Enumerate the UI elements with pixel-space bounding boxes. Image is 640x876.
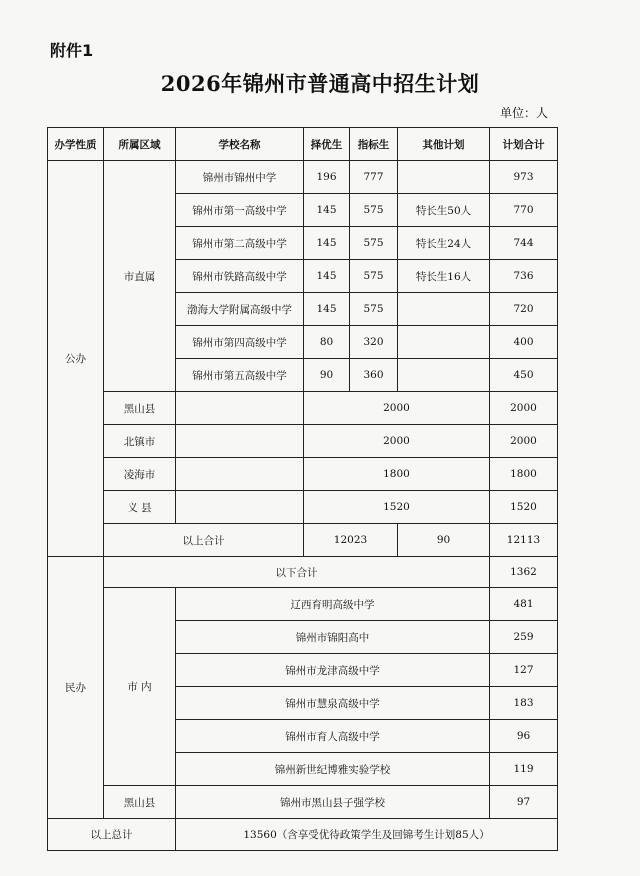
grand-total-value: 13560（含享受优待政策学生及回锦考生计划85人） [176,819,558,851]
combined-plan-cell: 2000 [304,425,490,458]
table-row [48,161,558,194]
zhibiao-cell: 575 [350,293,398,326]
region-cell: 黑山县 [104,786,176,819]
other-plan-cell [398,161,490,194]
school-name: 锦州市锦阳高中 [176,621,490,654]
table-row [48,786,558,819]
zeyou-cell: 196 [304,161,350,194]
zhibiao-cell: 320 [350,326,398,359]
zhibiao-cell: 360 [350,359,398,392]
table-row [48,491,558,524]
grand-total-row [48,819,558,851]
total-cell: 127 [490,654,558,687]
nature-cell: 公办 [48,161,104,557]
attachment-label: 附件1 [50,41,94,60]
total-cell: 259 [490,621,558,654]
school-name: 锦州市龙津高级中学 [176,654,490,687]
combined-plan-cell: 2000 [304,392,490,425]
zeyou-cell: 145 [304,194,350,227]
blank-cell [176,425,304,458]
page-title: 2026年锦州市普通高中招生计划 [160,71,480,96]
school-name: 锦州市第二高级中学 [176,227,304,260]
total-cell: 770 [490,194,558,227]
subtotal-row [48,557,558,588]
column-header: 指标生 [350,128,398,161]
column-header: 择优生 [304,128,350,161]
school-name: 锦州市第四高级中学 [176,326,304,359]
zhibiao-cell: 575 [350,194,398,227]
subtotal-other: 90 [398,524,490,557]
column-header: 计划合计 [490,128,558,161]
header-row [48,128,558,161]
total-cell: 183 [490,687,558,720]
grand-total-label: 以上总计 [48,819,176,851]
blank-cell [176,458,304,491]
total-cell: 96 [490,720,558,753]
region-cell: 市 内 [104,588,176,786]
region-cell: 黑山县 [104,392,176,425]
combined-plan-cell: 1520 [304,491,490,524]
unit-label: 单位：人 [500,106,549,120]
total-cell: 481 [490,588,558,621]
school-name: 锦州市第五高级中学 [176,359,304,392]
total-cell: 2000 [490,425,558,458]
total-cell: 119 [490,753,558,786]
total-cell: 1520 [490,491,558,524]
column-header: 办学性质 [48,128,104,161]
school-name: 锦州市锦州中学 [176,161,304,194]
other-plan-cell: 特长生24人 [398,227,490,260]
subtotal-total: 1362 [490,557,558,588]
school-name: 辽西育明高级中学 [176,588,490,621]
column-header: 其他计划 [398,128,490,161]
total-cell: 2000 [490,392,558,425]
region-cell: 市直属 [104,161,176,392]
total-cell: 450 [490,359,558,392]
zhibiao-cell: 777 [350,161,398,194]
zeyou-cell: 90 [304,359,350,392]
zhibiao-cell: 575 [350,227,398,260]
blank-cell [176,491,304,524]
school-name: 锦州市第一高级中学 [176,194,304,227]
subtotal-total: 12113 [490,524,558,557]
blank-cell [176,392,304,425]
table-row [48,588,558,621]
subtotal-label: 以下合计 [104,557,490,588]
school-name: 锦州市黑山县子强学校 [176,786,490,819]
table-row [48,425,558,458]
region-cell: 北镇市 [104,425,176,458]
nature-cell: 民办 [48,557,104,819]
table-row [48,392,558,425]
zeyou-cell: 145 [304,227,350,260]
zeyou-cell: 145 [304,260,350,293]
school-name: 渤海大学附属高级中学 [176,293,304,326]
column-header: 所属区域 [104,128,176,161]
school-name: 锦州市铁路高级中学 [176,260,304,293]
total-cell: 1800 [490,458,558,491]
total-cell: 400 [490,326,558,359]
table-row [48,458,558,491]
combined-plan-cell: 1800 [304,458,490,491]
enrollment-plan-table [47,127,558,851]
subtotal-combined: 12023 [304,524,398,557]
school-name: 锦州市育人高级中学 [176,720,490,753]
other-plan-cell: 特长生16人 [398,260,490,293]
other-plan-cell [398,293,490,326]
column-header: 学校名称 [176,128,304,161]
other-plan-cell [398,359,490,392]
school-name: 锦州市慧泉高级中学 [176,687,490,720]
subtotal-label: 以上合计 [104,524,304,557]
zeyou-cell: 80 [304,326,350,359]
region-cell: 凌海市 [104,458,176,491]
total-cell: 97 [490,786,558,819]
total-cell: 973 [490,161,558,194]
other-plan-cell: 特长生50人 [398,194,490,227]
total-cell: 720 [490,293,558,326]
region-cell: 义 县 [104,491,176,524]
zhibiao-cell: 575 [350,260,398,293]
school-name: 锦州新世纪博雅实验学校 [176,753,490,786]
other-plan-cell [398,326,490,359]
total-cell: 744 [490,227,558,260]
subtotal-row [48,524,558,557]
zeyou-cell: 145 [304,293,350,326]
total-cell: 736 [490,260,558,293]
